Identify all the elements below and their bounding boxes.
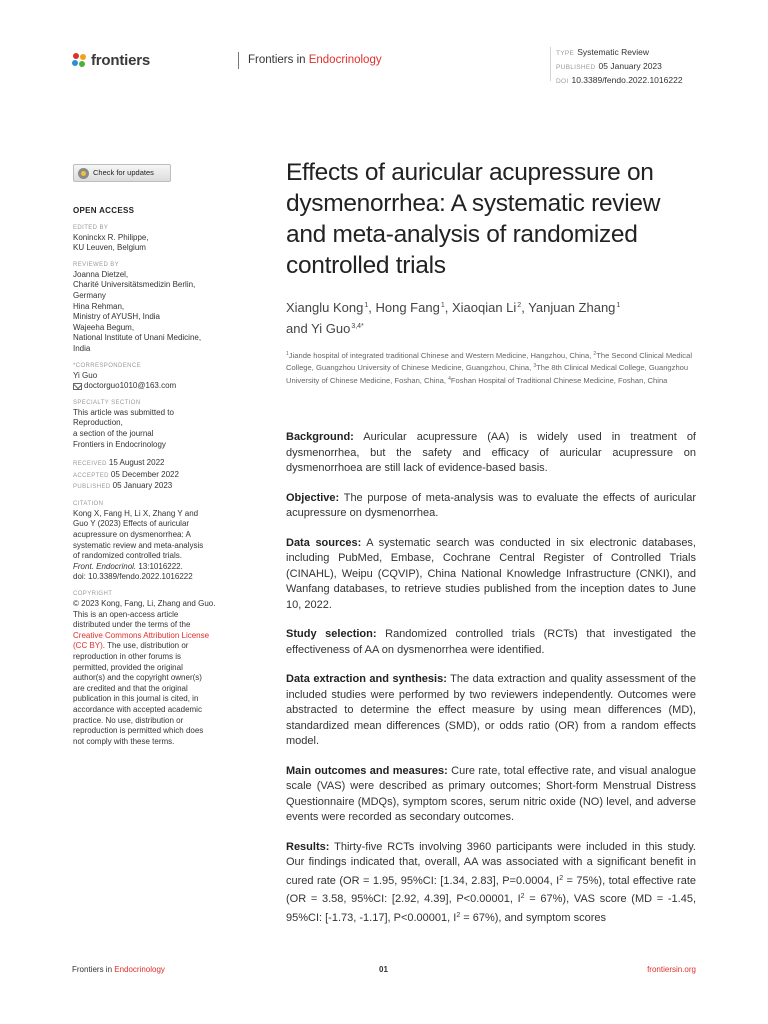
citation-label: CITATION — [73, 500, 104, 507]
header-divider — [238, 52, 239, 69]
published-date: PUBLISHED 05 January 2023 — [73, 481, 173, 491]
received-date: RECEIVED 15 August 2022 — [73, 458, 165, 468]
abstract-section: Data extraction and synthesis: The data extraction and quality assessment of the included studies were performed by two reviewers independently. Outcomes were abstracted to determine the effect measure by using mean differences (MD), standardized mean differences (SMD), or odds ratio (OR) from a random effects model. — [286, 673, 696, 747]
citation-journal: Front. Endocrinol. 13:1016222. — [73, 561, 183, 571]
meta-published: PUBLISHED 05 January 2023 — [556, 61, 662, 71]
affiliations: $^1$Jiande hospital of integrated traditional Chinese and Western Medicine, Hangzhou, China, $^2$The Second Clinical Medical College, Guangzhou University of Chinese Medicine, Guangzhou, China, $^3$The 8th Clinical Medical College, Guangzhou University of Chinese Medicine, Foshan, China, $^4$Foshan Hospital of Traditional Chinese Medicine, Foshan, China — [286, 351, 693, 385]
brand-name: frontiers — [91, 52, 151, 69]
abstract-section: Data sources: A systematic search was conducted in six electronic databases, including PubMed, Embase, Cochrane Central Register of Controlled Trials (CINAHL), Weipu (CQVIP), China National Knowledge Infrastructure (CNKI), and Wanfang databases, to retrieve studies published from the inception dates to June 10, 2022. — [286, 536, 696, 611]
reviewer-info: Joanna Dietzel, Charité Universitätsmedizin Berlin, Germany Hina Rehman, Ministry of AYUSH, India Wajeeha Begum, National Institute of Unani Medicine, India — [73, 269, 202, 353]
license-link[interactable]: Creative Commons Attribution License (CC BY) — [73, 630, 210, 651]
page-number: 01 — [379, 965, 388, 974]
sidebar — [73, 164, 233, 747]
article-title: Effects of auricular acupressure on dysmenorrhea: A systematic review and meta-analysis of randomized controlled trials — [286, 159, 661, 279]
editor-info: Koninckx R. Philippe, KU Leuven, Belgium — [73, 232, 149, 253]
copyright-label: COPYRIGHT — [73, 591, 113, 598]
affiliation-text: The 8th Clinical Medical College, Guangzhou University of Chinese Medicine, Foshan, China, — [286, 363, 689, 385]
page-footer — [72, 965, 696, 977]
edited-by-label: EDITED BY — [73, 224, 109, 231]
meta-doi[interactable]: DOI 10.3389/fendo.2022.1016222 — [556, 75, 683, 85]
affiliation-text: Jiande hospital of integrated traditional Chinese and Western Medicine, Hangzhou, China, — [288, 351, 594, 360]
author-name[interactable]: Xiaoqian Li — [451, 300, 517, 315]
abstract-section: Main outcomes and measures: Cure rate, total effective rate, and visual analogue scale (VAS) were described as primary outcomes; Short-form Menstrual Distress Questionnaire (MDQs), symptom scores, serum nitric oxide (NO) level, and adverse events were recorded as secondary outcomes. — [286, 764, 696, 823]
update-icon — [78, 168, 89, 179]
reviewed-by-label: REVIEWED BY — [73, 261, 120, 268]
abstract-section: Study selection: Randomized controlled trials (RCTs) that investigated the effectiveness of AA on dysmenorrhea were identified. — [286, 628, 696, 656]
footer-site-link[interactable]: frontiersin.org — [647, 965, 696, 974]
author-affiliation-marker: 1 — [364, 302, 369, 309]
accepted-date: ACCEPTED 05 December 2022 — [73, 469, 179, 479]
affiliation-text: The Second Clinical Medical College, Guangzhou University of Chinese Medicine, Guangzhou, China, — [286, 351, 693, 373]
mail-icon — [73, 383, 82, 390]
copyright-text: © 2023 Kong, Fang, Li, Zhang and Guo. This is an open-access article distributed under the terms of the Creative Commons Attribution License (CC BY). The use, distribution or reproduction in other forums is permitted, provided the original author(s) and the copyright owner(s) are credited and that the original publication in this journal is cited, in accordance with accepted academic practice. No use, distribution or reproduction is permitted which does not comply with these terms. — [73, 599, 216, 746]
specialty-info: This article was submitted to Reproduction, a section of the journal Frontiers in Endocrinology — [73, 407, 174, 449]
abstract-section: Background: Auricular acupressure (AA) is widely used in treatment of dysmenorrhea, but the safety and efficacy of auricular acupressure on dysmenorrhoea are still lack of evidence-based basis. — [286, 431, 696, 474]
correspondence-label: *CORRESPONDENCE — [73, 362, 142, 369]
abstract — [286, 430, 696, 940]
specialty-label: SPECIALTY SECTION — [73, 399, 141, 406]
correspondence-email[interactable]: doctorguo1010@163.com — [73, 381, 233, 392]
author-affiliation-marker: 3,4* — [351, 323, 364, 330]
author-affiliation-marker: 1 — [616, 302, 621, 309]
author-name[interactable]: Hong Fang — [375, 300, 440, 315]
author-name[interactable]: and Yi Guo — [286, 321, 351, 336]
check-updates-button[interactable]: Check for updates — [73, 164, 171, 182]
meta-type: TYPE Systematic Review — [556, 47, 649, 57]
affiliation-text: Foshan Hospital of Traditional Chinese Medicine, Foshan, China — [450, 375, 668, 385]
footer-journal[interactable]: Frontiers in Endocrinology — [72, 965, 165, 974]
article-header — [286, 157, 696, 386]
author-list: Xianglu Kong$^1$, Hong Fang$^1$, Xiaoqian Li$^2$, Yanjuan Zhang$^1$ and Yi Guo$^{3,4*}$ — [286, 300, 621, 336]
author-name[interactable]: Xianglu Kong — [286, 300, 364, 315]
author-affiliation-marker: 2 — [517, 302, 522, 309]
frontiers-logo-icon — [72, 53, 88, 69]
citation-doi[interactable]: doi: 10.3389/fendo.2022.1016222 — [73, 572, 193, 582]
journal-name[interactable]: Frontiers in Endocrinology — [248, 54, 382, 66]
abstract-results: Results: Thirty-five RCTs involving 3960 participants were included in this study. Our findings indicated that, overall, AA was associated with a significant benefit in cured rate (OR = 1.95, 95%CI: [1.34, 2.83], P=0.0004, $I^2 = 75\%$), total effective rate (OR = 3.58, 95%CI: [2.92, 4.39], P<0.00001, $I^2 = 67\%$), VAS score (MD = -1.45, 95%CI: [-1.73, -1.17], P<0.00001, $I^2 = 67\%$), and symptom scores — [286, 840, 697, 924]
correspondence-name: Yi Guo — [73, 370, 98, 380]
meta-divider — [550, 47, 551, 81]
author-affiliation-marker: 1 — [440, 302, 445, 309]
abstract-section: Objective: The purpose of meta-analysis was to evaluate the effects of auricular acupressure on dysmenorrhea. — [286, 491, 696, 519]
citation-text: Kong X, Fang H, Li X, Zhang Y and Guo Y (2023) Effects of auricular acupressure on dysmenorrhea: A systematic review and meta-analysis of randomized controlled trials. — [73, 508, 204, 561]
frontiers-logo[interactable] — [72, 52, 150, 69]
article-meta — [556, 46, 716, 88]
open-access-label: OPEN ACCESS — [73, 206, 135, 215]
author-name[interactable]: Yanjuan Zhang — [528, 300, 616, 315]
